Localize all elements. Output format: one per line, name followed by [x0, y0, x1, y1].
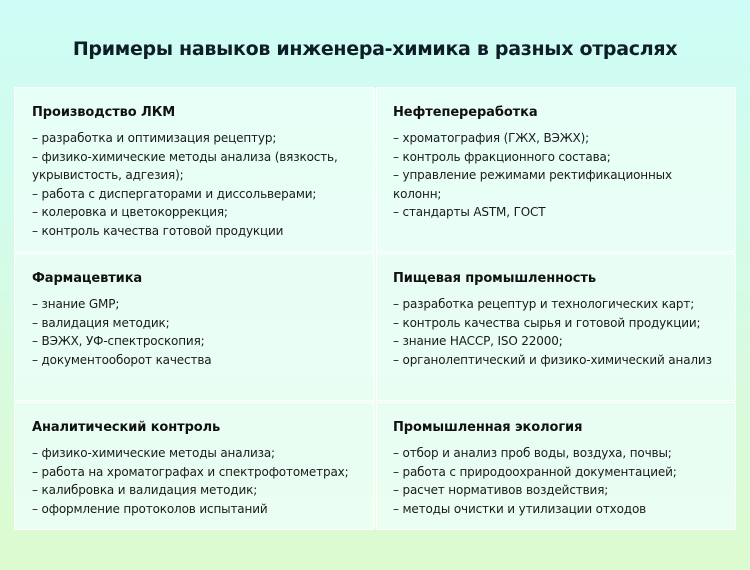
list-item: – физико-химические методы анализа (вязкость, укрывистость, адгезия); [32, 149, 338, 182]
list-item: – разработка рецептур и технологических карт; [393, 297, 695, 311]
list-item: – стандарты ASTM, ГОСТ [393, 205, 546, 219]
list-item: – управление режимами ректификационных колонн; [393, 168, 672, 201]
section-heading: Фармацевтика [32, 271, 143, 286]
list-item: – физико-химические методы анализа; [32, 446, 275, 460]
list-item: – расчет нормативов воздействия; [393, 483, 609, 497]
section-heading: Промышленная экология [393, 420, 583, 435]
section-industrial-ecology [377, 403, 735, 529]
list-item: – отбор и анализ проб воды, воздуха, почвы; [393, 446, 672, 460]
page-title: Примеры навыков инженера-химика в разных отраслях [72, 38, 678, 60]
list-item: – знание HACCP, ISO 22000; [393, 334, 563, 348]
section-food-industry [377, 254, 735, 400]
skills-list [32, 444, 357, 518]
skills-list [393, 295, 719, 369]
skills-grid [15, 88, 735, 529]
section-pharmaceutics [15, 254, 373, 400]
list-item: – калибровка и валидация методик; [32, 483, 258, 497]
list-item: – оформление протоколов испытаний [32, 501, 268, 516]
list-item: – работа с природоохранной документацией; [393, 464, 677, 479]
list-item: – хроматография (ГЖХ, ВЭЖХ); [393, 131, 590, 145]
section-paint-production [15, 88, 373, 251]
section-heading: Производство ЛКМ [32, 105, 176, 120]
list-item: – знание GMP; [32, 297, 120, 311]
list-item: – разработка и оптимизация рецептур; [32, 131, 277, 145]
skills-list [32, 129, 357, 240]
list-item: – работа на хроматографах и спектрофотометрах; [32, 464, 349, 479]
list-item: – контроль качества готовой продукции [32, 223, 284, 238]
section-analytical-control [15, 403, 373, 529]
list-item: – работа с диспергаторами и диссольверами; [32, 186, 317, 201]
section-heading: Пищевая промышленность [393, 271, 596, 286]
section-heading: Нефтепереработка [393, 105, 538, 120]
list-item: – контроль фракционного состава; [393, 149, 611, 164]
list-item: – контроль качества сырья и готовой продукции; [393, 315, 701, 330]
section-heading: Аналитический контроль [32, 420, 221, 435]
section-oil-refining [377, 88, 735, 251]
list-item: – ВЭЖХ, УФ-спектроскопия; [32, 334, 205, 348]
skills-list [393, 444, 719, 518]
list-item: – методы очистки и утилизации отходов [393, 501, 647, 516]
skills-list [393, 129, 719, 222]
list-item: – колеровка и цветокоррекция; [32, 205, 228, 219]
list-item: – органолептический и физико-химический анализ [393, 352, 712, 367]
list-item: – документооборот качества [32, 352, 212, 367]
list-item: – валидация методик; [32, 315, 170, 330]
skills-list [32, 295, 357, 369]
